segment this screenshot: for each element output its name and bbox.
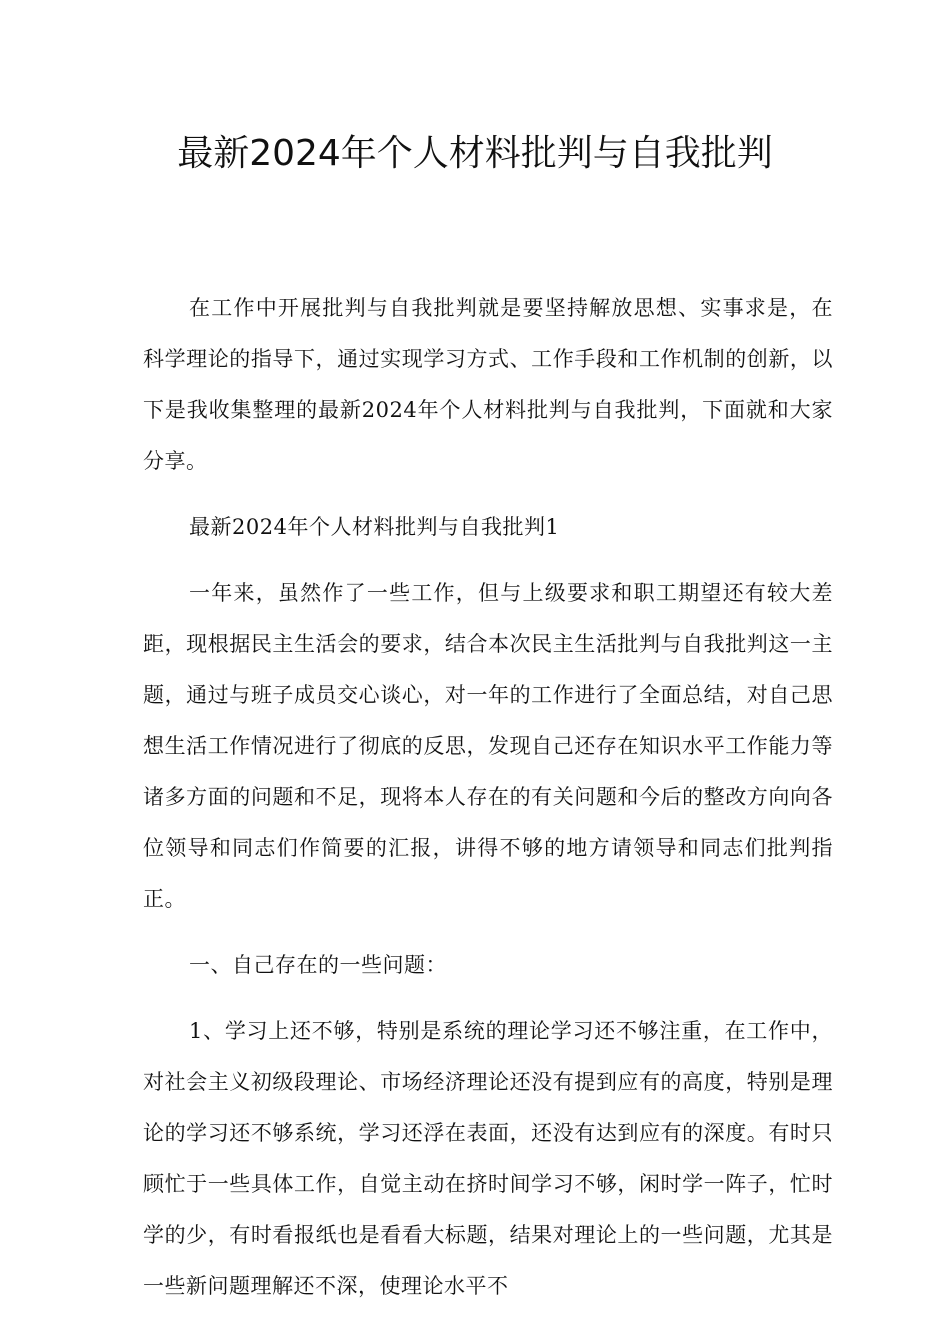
body-paragraph: 一年来，虽然作了一些工作，但与上级要求和职工期望还有较大差距，现根据民主生活会的要求，结合本次民主生活批判与自我批判这一主题，通过与班子成员交心谈心，对一年的工作进行了全面总结，对自己思想生活工作情况进行了彻底的反思，发现自己还存在知识水平工作能力等诸多方面的问题和不足，现将本人存在的有关问题和今后的整改方向向各位领导和同志们作简要的汇报，讲得不够的地方请领导和同志们批判指正。 [143,581,833,911]
intro-paragraph: 在工作中开展批判与自我批判就是要坚持解放思想、实事求是，在科学理论的指导下，通过实现学习方式、工作手段和工作机制的创新，以下是我收集整理的最新2024年个人材料批判与自我批判，下面就和大家分享。 [143,296,833,473]
section-heading: 最新2024年个人材料批判与自我批判1 [189,515,560,539]
document-title: 最新2024年个人材料批判与自我批判 [177,133,773,174]
subsection-heading: 一、自己存在的一些问题： [189,953,447,977]
document-body [143,283,833,1327]
body-paragraph: 1、学习上还不够，特别是系统的理论学习还不够注重，在工作中，对社会主义初级段理论、市场经济理论还没有提到应有的高度，特别是理论的学习还不够系统，学习还浮在表面，还没有达到应有的深度。有时只顾忙于一些具体工作，自觉主动在挤时间学习不够，闲时学一阵子，忙时学的少，有时看报纸也是看看大标题，结果对理论上的一些问题，尤其是一些新问题理解还不深，使理论水平不 [143,1019,833,1298]
